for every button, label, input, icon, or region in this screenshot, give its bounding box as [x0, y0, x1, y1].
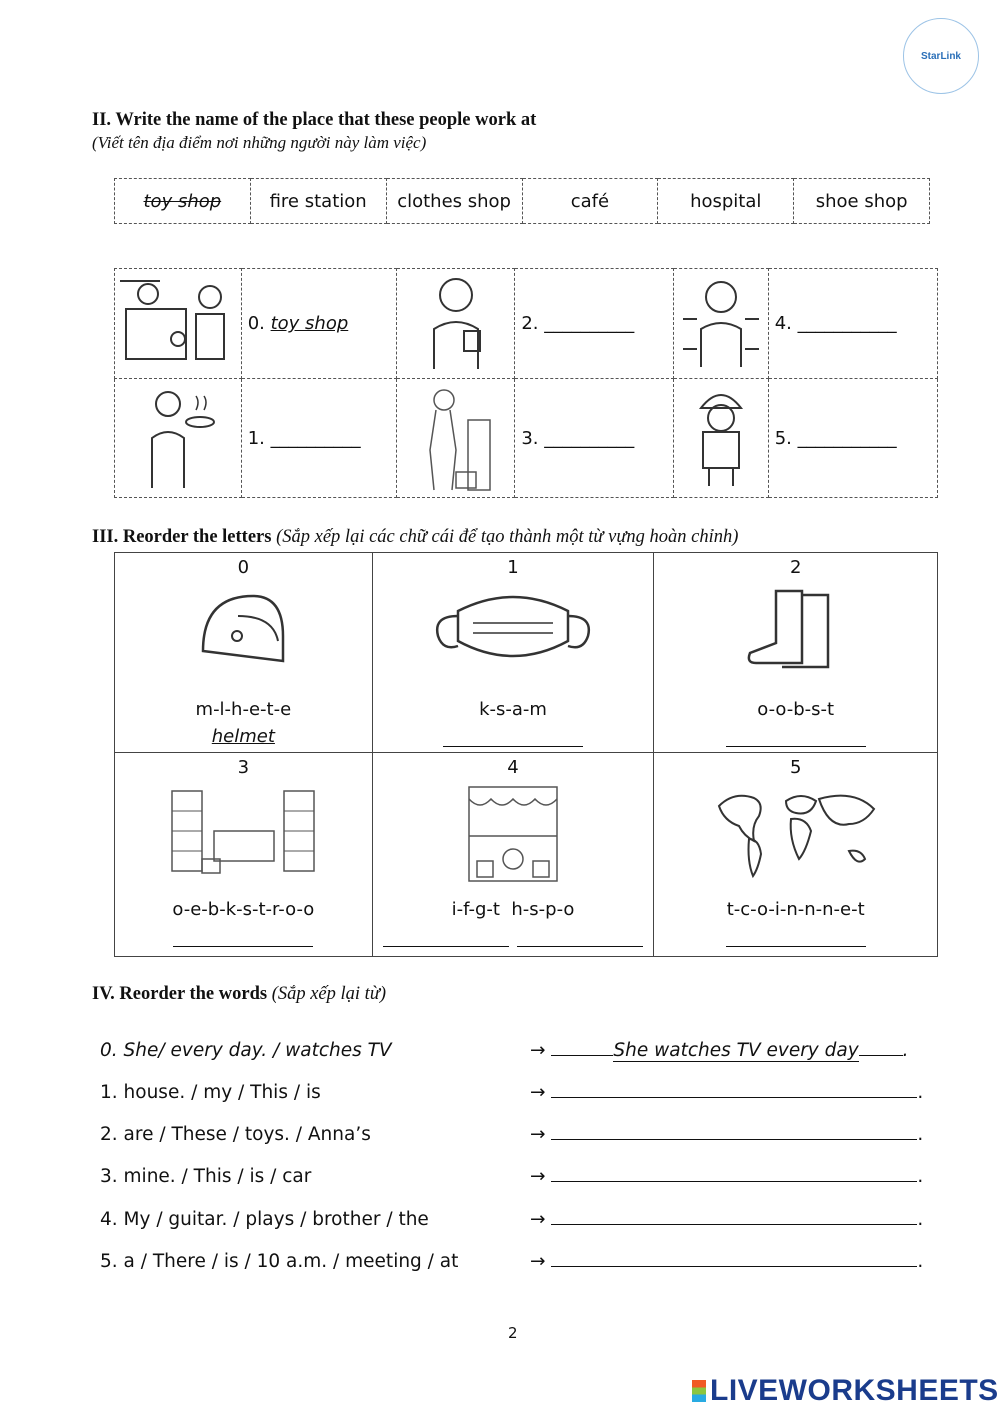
- letters-item-1: 1 k-s-a-m: [372, 553, 654, 753]
- bookstore-icon: [115, 781, 372, 891]
- shop-assistant-icon: [396, 379, 515, 498]
- mask-icon: [373, 581, 654, 691]
- word-bank-item: clothes shop: [386, 179, 522, 224]
- question-3: 3. mine. / This / is / car: [100, 1166, 312, 1187]
- letters-item-4: 4 i-f-g-t h-s-p-o: [372, 753, 654, 957]
- answer-row-3[interactable]: → .: [530, 1166, 924, 1187]
- answer-cell-4[interactable]: 4. ___________: [768, 269, 937, 379]
- question-5: 5. a / There / is / 10 a.m. / meeting / at: [100, 1251, 459, 1272]
- word-bank-item: shoe shop: [794, 179, 930, 224]
- answer-input-3[interactable]: [115, 926, 372, 948]
- word-bank-item: fire station: [250, 179, 386, 224]
- question-0: 0. She/ every day. / watches TV: [100, 1040, 392, 1061]
- answer-input-1[interactable]: [373, 726, 654, 748]
- answer-input-5[interactable]: [654, 926, 937, 948]
- answer-row-1[interactable]: → .: [530, 1082, 924, 1103]
- answer-row-5[interactable]: → .: [530, 1251, 924, 1272]
- liveworksheets-icon: [692, 1380, 706, 1402]
- answer-cell-3[interactable]: 3. __________: [515, 379, 674, 498]
- waiter-icon: [115, 379, 242, 498]
- question-2: 2. are / These / toys. / Anna’s: [100, 1124, 371, 1145]
- firefighter-icon: [674, 379, 768, 498]
- letters-table: [114, 552, 938, 957]
- boots-icon: [654, 581, 937, 691]
- page-number: 2: [508, 1324, 518, 1342]
- toy-shop-scene-icon: [115, 269, 242, 379]
- letters-item-5: 5 t-c-o-i-n-n-n-e-t: [654, 753, 938, 957]
- section-2-title: II. Write the name of the place that these people work at: [92, 110, 537, 130]
- letters-item-2: 2 o-o-b-s-t: [654, 553, 938, 753]
- letters-item-3: 3 o-e-b-k-s-t-r-o-o: [115, 753, 373, 957]
- word-bank-item: toy shop: [115, 179, 251, 224]
- word-bank: [114, 178, 930, 224]
- world-map-icon: [654, 781, 937, 891]
- doctor-icon: [396, 269, 515, 379]
- word-bank-item: hospital: [658, 179, 794, 224]
- answer-row-4[interactable]: → .: [530, 1209, 924, 1230]
- word-bank-item: café: [522, 179, 658, 224]
- letters-item-0: 0 m-l-h-e-t-e helmet: [115, 553, 373, 753]
- section-4-title: IV. Reorder the words (Sắp xếp lại từ): [92, 984, 387, 1004]
- answer-cell-5[interactable]: 5. ___________: [768, 379, 937, 498]
- answer-input-4[interactable]: [373, 926, 654, 948]
- answer-cell-0[interactable]: 0. toy shop: [241, 269, 396, 379]
- people-table: [114, 268, 938, 498]
- answer-cell-2[interactable]: 2. __________: [515, 269, 674, 379]
- question-1: 1. house. / my / This / is: [100, 1082, 321, 1103]
- starlink-logo: StarLink: [903, 18, 979, 94]
- answer-input-0[interactable]: helmet: [211, 726, 275, 747]
- section-3-title: III. Reorder the letters (Sắp xếp lại các chữ cái để tạo thành một từ vựng hoàn chỉnh): [92, 527, 739, 547]
- answer-input-2[interactable]: [654, 726, 937, 748]
- answer-cell-1[interactable]: 1. __________: [241, 379, 396, 498]
- question-4: 4. My / guitar. / plays / brother / the: [100, 1209, 429, 1230]
- helmet-icon: [115, 581, 372, 691]
- clothes-seller-icon: [674, 269, 768, 379]
- answer-row-0: → She watches TV every day .: [530, 1040, 909, 1061]
- answer-row-2[interactable]: → .: [530, 1124, 924, 1145]
- gift-shop-icon: [373, 781, 654, 891]
- liveworksheets-logo: LIVEWORKSHEETS: [692, 1374, 999, 1408]
- section-2-subtitle: (Viết tên địa điểm nơi những người này làm việc): [92, 133, 427, 152]
